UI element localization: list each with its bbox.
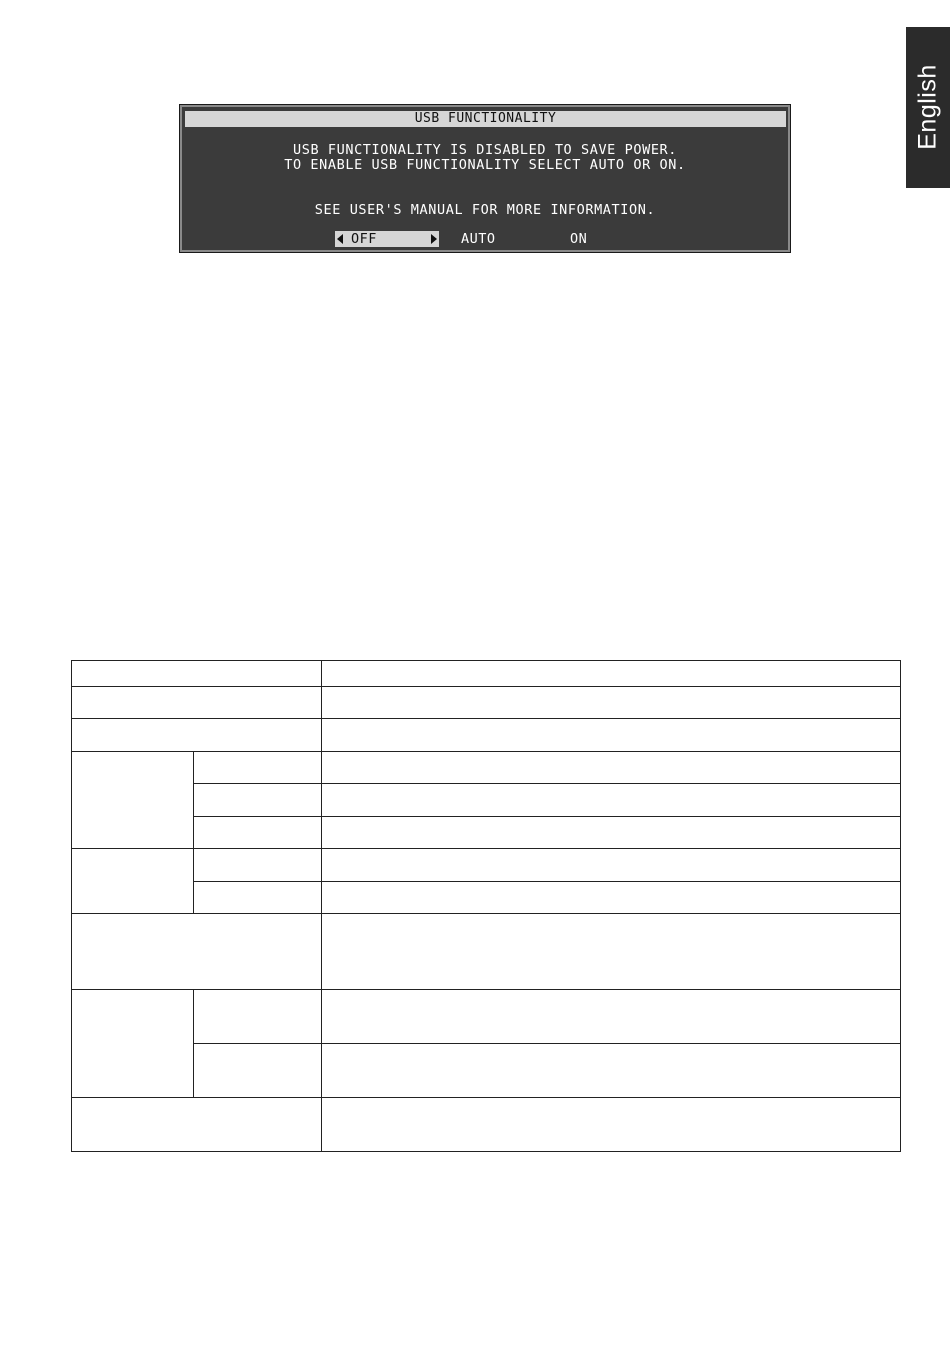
table-row-value: [322, 1044, 901, 1098]
table-sub-label: [194, 784, 322, 817]
table-row-value: [322, 990, 901, 1044]
table-row-label: [72, 661, 322, 687]
table-row: [72, 784, 901, 817]
table-sub-label: [194, 752, 322, 784]
table-sub-label: [194, 1044, 322, 1098]
option-off-label: OFF: [351, 231, 377, 247]
table-row-label: [72, 687, 322, 719]
table-row-label: [72, 914, 322, 990]
table-row: [72, 1044, 901, 1098]
arrow-left-icon: [337, 234, 343, 244]
table-group-label: [72, 752, 194, 849]
table-row: [72, 990, 901, 1044]
option-auto[interactable]: AUTO: [461, 231, 496, 247]
table-row: [72, 1098, 901, 1152]
usb-functionality-dialog: [180, 105, 790, 252]
option-on[interactable]: ON: [570, 231, 588, 247]
table-row: [72, 914, 901, 990]
table-row-value: [322, 719, 901, 752]
option-off[interactable]: [335, 231, 439, 247]
dialog-message-line-2: TO ENABLE USB FUNCTIONALITY SELECT AUTO OR ON.: [284, 157, 686, 173]
table-row-value: [322, 784, 901, 817]
language-tab-label: English: [913, 64, 942, 150]
table-group-label: [72, 849, 194, 914]
table-sub-label: [194, 849, 322, 882]
table-row-value: [322, 687, 901, 719]
table-row-label: [72, 1098, 322, 1152]
table-row-value: [322, 1098, 901, 1152]
arrow-right-icon: [431, 234, 437, 244]
table-sub-label: [194, 817, 322, 849]
table-row: [72, 752, 901, 784]
table-row-value: [322, 882, 901, 914]
table-row: [72, 882, 901, 914]
table-row: [72, 817, 901, 849]
table-row-value: [322, 752, 901, 784]
table-row: [72, 661, 901, 687]
table-row: [72, 849, 901, 882]
table-sub-label: [194, 990, 322, 1044]
table-row-value: [322, 849, 901, 882]
table-row-label: [72, 719, 322, 752]
specification-table: [71, 660, 901, 1152]
table-row-value: [322, 914, 901, 990]
table-group-label: [72, 990, 194, 1098]
dialog-message-line-3: SEE USER'S MANUAL FOR MORE INFORMATION.: [314, 202, 656, 218]
dialog-message-line-1: USB FUNCTIONALITY IS DISABLED TO SAVE POWER.: [292, 142, 678, 158]
table-row-value: [322, 817, 901, 849]
dialog-title: USB FUNCTIONALITY: [185, 111, 786, 127]
table-sub-label: [194, 882, 322, 914]
table-row: [72, 719, 901, 752]
table-row-value: [322, 661, 901, 687]
table-row: [72, 687, 901, 719]
language-tab: [906, 27, 950, 188]
